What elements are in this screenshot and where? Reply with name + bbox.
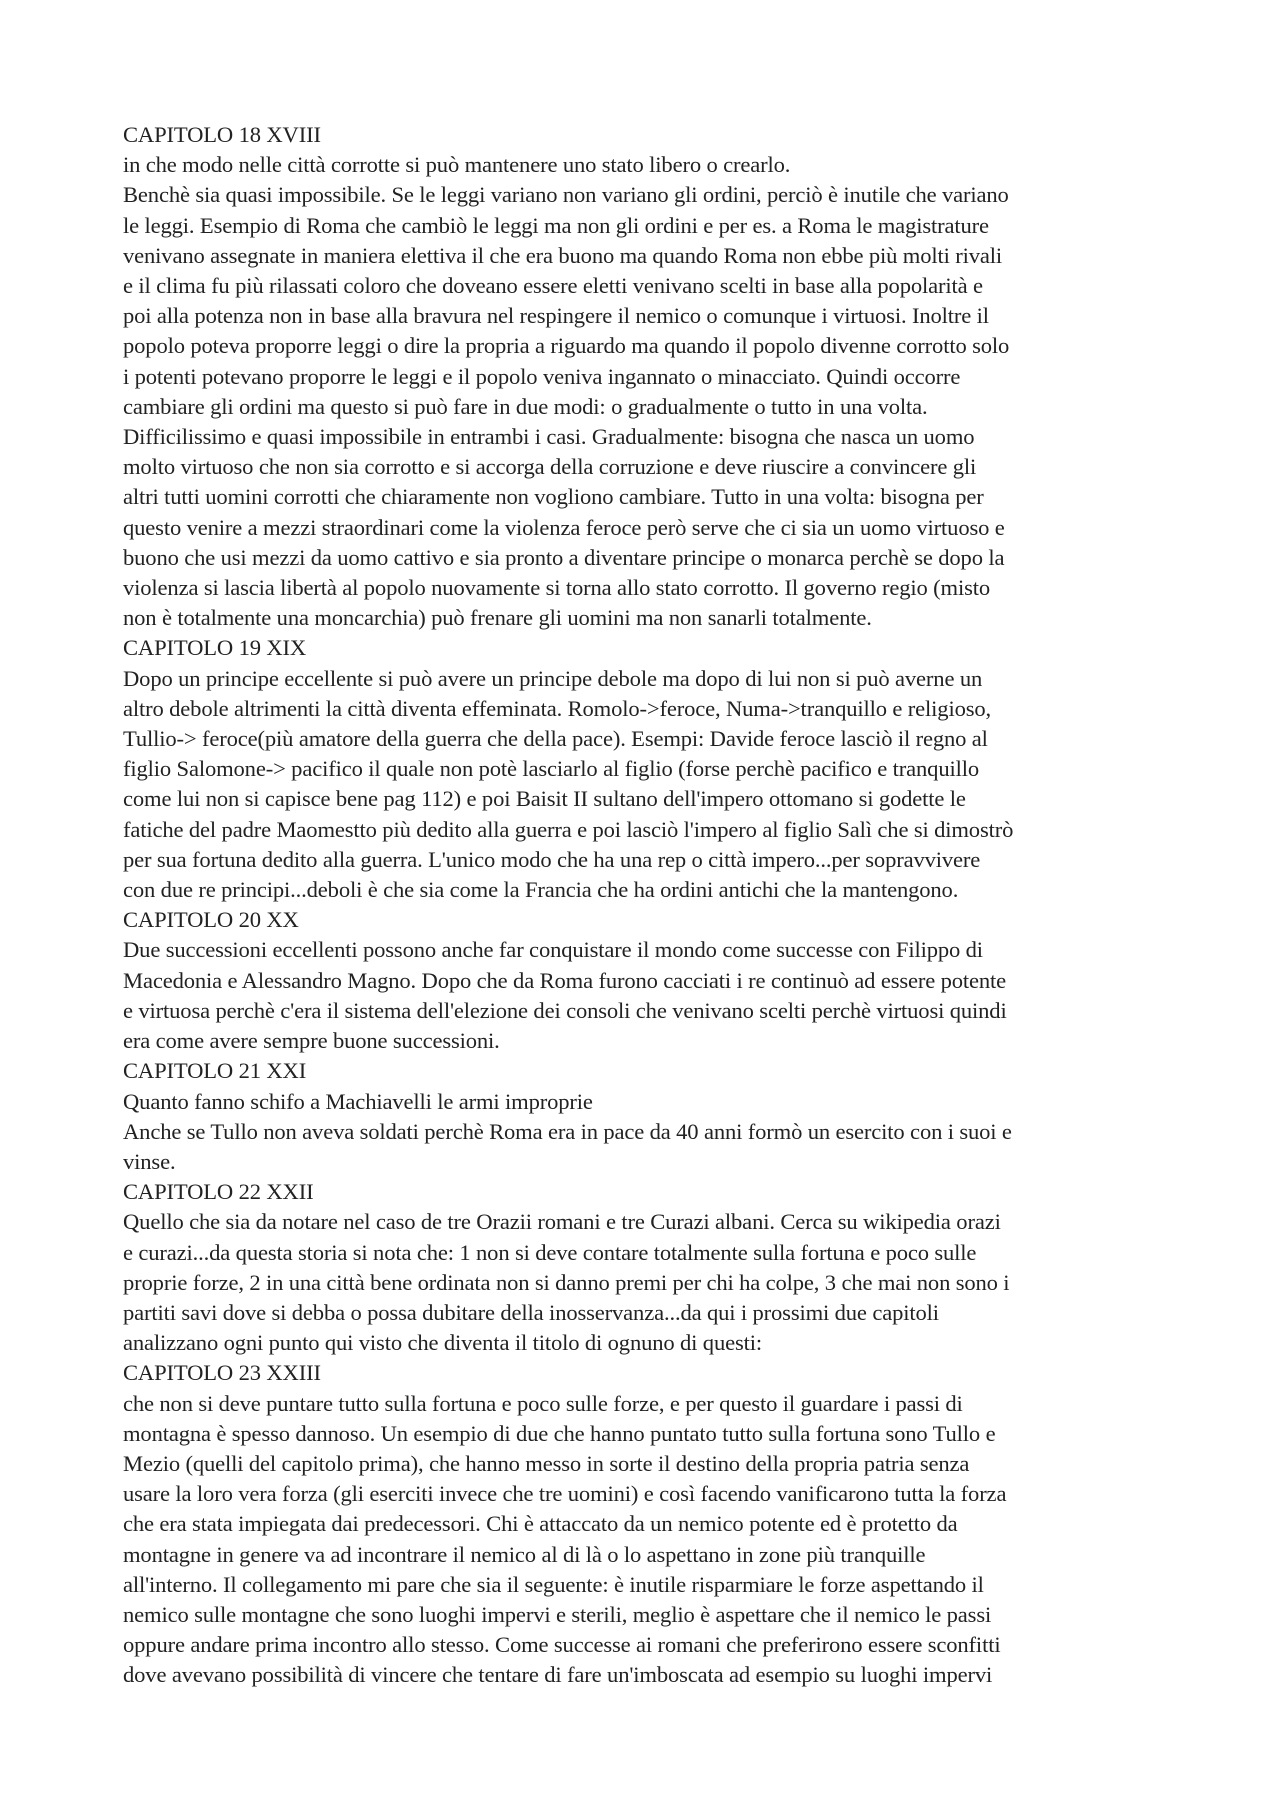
text-line: usare la loro vera forza (gli eserciti invece che tre uomini) e così facendo vanificarono tutta la forza (123, 1481, 1007, 1507)
text-line: Tullio-> feroce(più amatore della guerra che della pace). Esempi: Davide feroce lasciò il regno al (123, 726, 988, 752)
text-line: come lui non si capisce bene pag 112) e poi Baisit II sultano dell'impero ottomano si godette le (123, 786, 966, 812)
text-line: montagna è spesso dannoso. Un esempio di due che hanno puntato tutto sulla fortuna sono Tullo e (123, 1420, 996, 1446)
text-line: e il clima fu più rilassati coloro che doveano essere eletti venivano scelti in base alla popolarità e (123, 273, 983, 299)
text-line: figlio Salomone-> pacifico il quale non potè lasciarlo al figlio (forse perchè pacifico e tranquillo (123, 756, 979, 782)
text-line: Quello che sia da notare nel caso de tre Orazii romani e tre Curazi albani. Cerca su wikipedia orazi (123, 1209, 1001, 1235)
text-line: analizzano ogni punto qui visto che diventa il titolo di ognuno di questi: (123, 1330, 763, 1356)
text-line: oppure andare prima incontro allo stesso. Come successe ai romani che preferirono essere sconfitti (123, 1632, 1001, 1658)
text-line: Benchè sia quasi impossibile. Se le leggi variano non variano gli ordini, perciò è inutile che variano (123, 182, 1009, 208)
text-line: violenza si lascia libertà al popolo nuovamente si torna allo stato corrotto. Il governo regio (misto (123, 575, 991, 601)
text-line: partiti savi dove si debba o possa dubitare della inosservanza...da qui i prossimi due capitoli (123, 1299, 939, 1325)
text-line: vinse. (123, 1148, 176, 1174)
text-line: che non si deve puntare tutto sulla fortuna e poco sulle forze, e per questo il guardare i passi di (123, 1390, 963, 1416)
text-line: Quanto fanno schifo a Machiavelli le armi improprie (123, 1088, 593, 1114)
text-line: nemico sulle montagne che sono luoghi impervi e sterili, meglio è aspettare che il nemico le passi (123, 1601, 992, 1627)
text-line: e curazi...da questa storia si nota che: 1 non si deve contare totalmente sulla fortuna e poco sulle (123, 1239, 977, 1265)
chapter-19-heading: CAPITOLO 19 XIX (123, 635, 307, 661)
text-line: cambiare gli ordini ma questo si può fare in due modi: o gradualmente o tutto in una volta. (123, 393, 928, 419)
text-line: Anche se Tullo non aveva soldati perchè Roma era in pace da 40 anni formò un esercito con i suoi e (123, 1118, 1012, 1144)
text-line: altro debole altrimenti la città diventa effeminata. Romolo->feroce, Numa->tranquillo e religioso, (123, 695, 992, 721)
chapter-20-heading: CAPITOLO 20 XX (123, 907, 299, 933)
text-line: Dopo un principe eccellente si può avere un principe debole ma dopo di lui non si può averne un (123, 665, 983, 691)
text-line: non è totalmente una moncarchia) può frenare gli uomini ma non sanarli totalmente. (123, 605, 872, 631)
text-line: Due successioni eccellenti possono anche far conquistare il mondo come successe con Filippo di (123, 937, 983, 963)
document-page (123, 120, 1168, 1691)
text-line: i potenti potevano proporre le leggi e il popolo veniva ingannato o minacciato. Quindi occorre (123, 363, 961, 389)
chapter-18-heading: CAPITOLO 18 XVIII (123, 122, 321, 147)
text-line: montagne in genere va ad incontrare il nemico al di là o lo aspettano in zone più tranquille (123, 1541, 926, 1567)
chapter-23-heading: CAPITOLO 23 XXIII (123, 1360, 321, 1386)
text-line: in che modo nelle città corrotte si può mantenere uno stato libero o crearlo. (123, 152, 791, 178)
text-line: proprie forze, 2 in una città bene ordinata non si danno premi per chi ha colpe, 3 che mai non sono i (123, 1269, 1010, 1295)
text-line: fatiche del padre Maomestto più dedito alla guerra e poi lasciò l'impero al figlio Salì che si dimostrò (123, 816, 1014, 842)
text-line: dove avevano possibilità di vincere che tentare di fare un'imboscata ad esempio su luoghi impervi (123, 1662, 993, 1688)
text-line: che era stata impiegata dai predecessori. Chi è attaccato da un nemico potente ed è protetto da (123, 1511, 958, 1537)
text-line: Difficilissimo e quasi impossibile in entrambi i casi. Gradualmente: bisogna che nasca un uomo (123, 424, 975, 450)
chapter-22-heading: CAPITOLO 22 XXII (123, 1179, 314, 1205)
text-line: per sua fortuna dedito alla guerra. L'unico modo che ha una rep o città impero...per sopravvivere (123, 846, 981, 872)
text-line: buono che usi mezzi da uomo cattivo e sia pronto a diventare principe o monarca perchè se dopo la (123, 544, 1005, 570)
text-line: con due re principi...deboli è che sia come la Francia che ha ordini antichi che la mantengono. (123, 877, 959, 903)
text-line: all'interno. Il collegamento mi pare che sia il seguente: è inutile risparmiare le forze aspettando il (123, 1571, 984, 1597)
text-line: e virtuosa perchè c'era il sistema dell'elezione dei consoli che venivano scelti perchè virtuosi quindi (123, 997, 1007, 1023)
text-line: venivano assegnate in maniera elettiva il che era buono ma quando Roma non ebbe più molti rivali (123, 242, 1003, 268)
text-line: altri tutti uomini corrotti che chiaramente non vogliono cambiare. Tutto in una volta: bisogna per (123, 484, 984, 510)
chapter-21-heading: CAPITOLO 21 XXI (123, 1058, 307, 1084)
text-line: poi alla potenza non in base alla bravura nel respingere il nemico o comunque i virtuosi. Inoltre il (123, 303, 989, 329)
text-line: Mezio (quelli del capitolo prima), che hanno messo in sorte il destino della propria patria senza (123, 1450, 970, 1476)
text-line: Macedonia e Alessandro Magno. Dopo che da Roma furono cacciati i re continuò ad essere potente (123, 967, 1007, 993)
text-line: molto virtuoso che non sia corrotto e si accorga della corruzione e deve riuscire a convincere gli (123, 454, 977, 480)
text-line: era come avere sempre buone successioni. (123, 1028, 500, 1054)
text-line: le leggi. Esempio di Roma che cambiò le leggi ma non gli ordini e per es. a Roma le magistrature (123, 212, 989, 238)
text-line: popolo poteva proporre leggi o dire la propria a riguardo ma quando il popolo divenne corrotto solo (123, 333, 1010, 359)
text-line: questo venire a mezzi straordinari come la violenza feroce però serve che ci sia un uomo virtuoso e (123, 514, 1005, 540)
